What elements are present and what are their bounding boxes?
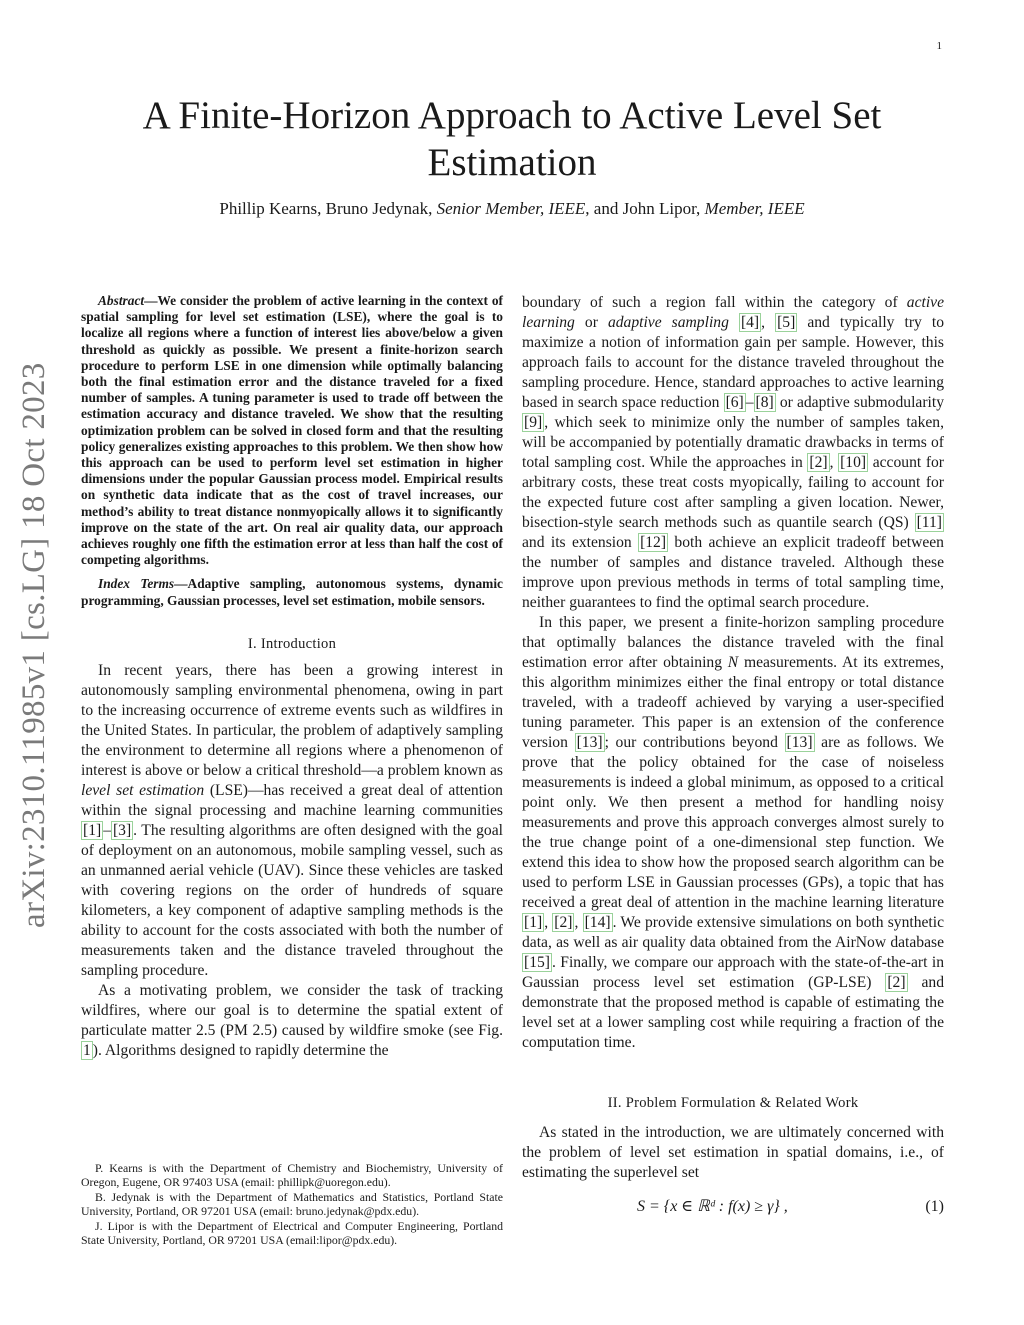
equation-number: (1) [925,1198,944,1215]
left-column [81,293,503,1061]
citation-link[interactable]: [2] [809,454,828,471]
citation-link[interactable]: [6] [725,394,744,411]
author-role-1: Senior Member, IEEE [436,199,586,218]
page-number: 1 [936,40,942,52]
citation-link[interactable]: [8] [755,394,774,411]
citation-link[interactable]: [11] [916,514,942,531]
footnotes [81,1161,503,1247]
citation-link[interactable]: [2] [554,914,573,931]
index-terms [81,576,503,608]
arxiv-identifier-stamp[interactable]: arXiv:2310.11985v1 [cs.LG] 18 Oct 2023 [16,362,52,928]
footnote-kearns: P. Kearns is with the Department of Chemistry and Biochemistry, University of Oregon, Eugene, OR 97403 USA (email: phillipk@uoregon.edu). [81,1161,503,1190]
section2-paragraph-1: As stated in the introduction, we are ultimately concerned with the problem of level set estimation in spatial domains, i.e., of estimating the superlevel set [522,1124,944,1181]
citation-link[interactable]: [13] [786,734,813,751]
abstract [81,293,503,568]
author-line [80,199,944,219]
right-column [522,293,944,1225]
abstract-label: Abstract [98,293,145,308]
author-names-1: Phillip Kearns, Bruno Jedynak, [219,199,437,218]
intro-paragraph-1: In recent years, there has been a growing interest in autonomously sampling environmental phenomena, owing in part to the increasing occurrence of extreme events such as wildfires in the United States. In particular, the problem of adaptively sampling the environment to determine all regions where a phenomenon of interest is above or below a critical threshold—a problem known as level set estimation (LSE)—has received a great deal of attention within the signal processing and machine learning communities [1] – [3] . The resulting algorithms are often designed with the goal of deployment on an autonomous, mobile sampling vessel, such as an unmanned aerial vehicle (UAV). Since these vehicles are tasked with covering regions on the order of hundreds of square kilometers, a key component of adaptive sampling methods is the ability to account for the costs associated with both the number of measurements taken and the distance traveled throughout the sampling procedure. [81,661,503,979]
citation-link[interactable]: [5] [777,314,796,331]
citation-link[interactable]: [1] [83,821,102,839]
citation-link[interactable]: [10] [840,454,867,471]
index-terms-text: —Adaptive sampling, autonomous systems, dynamic programming, Gaussian processes, level set estimation, mobile sensors. [81,576,503,608]
citation-link[interactable]: [14] [584,914,611,931]
citation-link[interactable]: [12] [640,534,667,551]
citation-link[interactable]: [3] [112,821,132,839]
author-role-2: Member, IEEE [704,199,805,218]
equation-1 [522,1191,944,1225]
citation-link[interactable]: [2] [887,974,906,991]
intro-paragraph-2: As a motivating problem, we consider the task of tracking wildfires, where our goal is to determine the spatial extent of particulate matter 2.5 (PM 2.5) caused by wildfire smoke (see Fig. 1 ). Algorithms designed to rapidly determine the [81,981,503,1059]
equation-expression: S = {x ∈ ℝᵈ : f(x) ≥ γ} , [637,1198,788,1215]
citation-link[interactable]: [1] [524,914,543,931]
right-paragraph-2: In this paper, we present a finite-horizon sampling procedure that optimally balances the distance traveled with the final estimation error after obtaining N measurements. At its extremes, this algorithm minimizes either the final entropy or total distance traveled, with a tradeoff achieved by varying a user-specified tuning parameter. This paper is an extension of the conference version [13] ; our contributions beyond [13] are as follows. We prove that the policy obtained for the case of noiseless measurements is indeed a global minimum, as opposed to a critical point only. We then present a method for handling noisy measurements and prove this approach converges almost surely to the true change point of a one-dimensional step function. We extend this idea to show how the proposed search algorithm can be used to perform LSE in Gaussian processes (GPs), a topic that has received a great deal of attention in the machine learning literature [1] , [2] , [14] . We provide extensive simulations on both synthetic data, as well as air quality data obtained from the AirNow database [15] . Finally, we compare our approach with the state-of-the-art in Gaussian process level set estimation (GP-LSE) [2] and demonstrate that the proposed method is capable of estimating the level set at a lower sampling cost while requiring a fraction of the computation time. [522,614,945,1051]
section-heading-problem-formulation: II. Problem Formulation & Related Work [607,1095,859,1111]
citation-link[interactable]: [15] [524,954,550,971]
paper-title: A Finite-Horizon Approach to Active Level Set Estimation [142,94,882,184]
abstract-text: —We consider the problem of active learning in the context of spatial sampling for level set estimation (LSE), where the goal is to localize all regions where a function of interest lies above/below a given threshold as quickly as possible. We present a finite-horizon search procedure to perform LSE in one dimension while optimally balancing both the final estimation error and the distance traveled for a fixed number of samples. A tuning parameter is used to trade off between the estimation accuracy and distance traveled. We show that the resulting optimization problem can be solved in closed form and that the resulting policy generalizes existing approaches to this problem. We then show how this approach can be used to perform level set estimation in higher dimensions under the popular Gaussian process model. Empirical results on synthetic data indicate that as the cost of travel increases, our method’s ability to treat distance nonmyopically allows it to significantly improve on the state of the art. On real air quality data, our approach achieves roughly one fifth the estimation error at less than half the cost of competing algorithms. [81,293,503,568]
section-heading-introduction: I. Introduction [247,635,337,652]
index-terms-label: Index Terms [98,576,175,592]
citation-link[interactable]: [4] [740,314,760,331]
citation-link[interactable]: [9] [524,414,543,431]
right-paragraph-1: boundary of such a region fall within the category of active learning or adaptive sampling [4] , [5] and typically try to maximize a notion of information gain per sample. However, this approach fails to account for the distance traveled throughout the sampling procedure. Hence, standard approaches to active learning based in search space reduction [6] – [8] or adaptive submodularity [9] , which seek to minimize only the number of samples taken, will be accompanied by potentially dramatic drawbacks in terms of total sampling cost. While the approaches in [2] , [10] account for arbitrary costs, these treat costs myopically, failing to account for the expected future cost after sampling a given location. Newer, bisection-style search methods such as quantile search (QS) [11] and its extension [12] both achieve an explicit tradeoff between the number of samples and distance traveled. Although these improve upon previous methods in terms of total sampling time, neither guarantees to find the optimal search procedure. [522,294,945,611]
footnote-jedynak: B. Jedynak is with the Department of Mathematics and Statistics, Portland State University, Portland, OR 97201 USA (email: bruno.jedynak@pdx.edu). [81,1189,503,1219]
footnote-lipor: J. Lipor is with the Department of Electrical and Computer Engineering, Portland State University, Portland, OR 97201 USA (email:lipor@pdx.edu). [81,1218,503,1248]
author-names-2: , and John Lipor, [585,199,705,218]
citation-link[interactable]: [13] [576,734,603,751]
figure-link[interactable]: 1 [83,1041,91,1059]
